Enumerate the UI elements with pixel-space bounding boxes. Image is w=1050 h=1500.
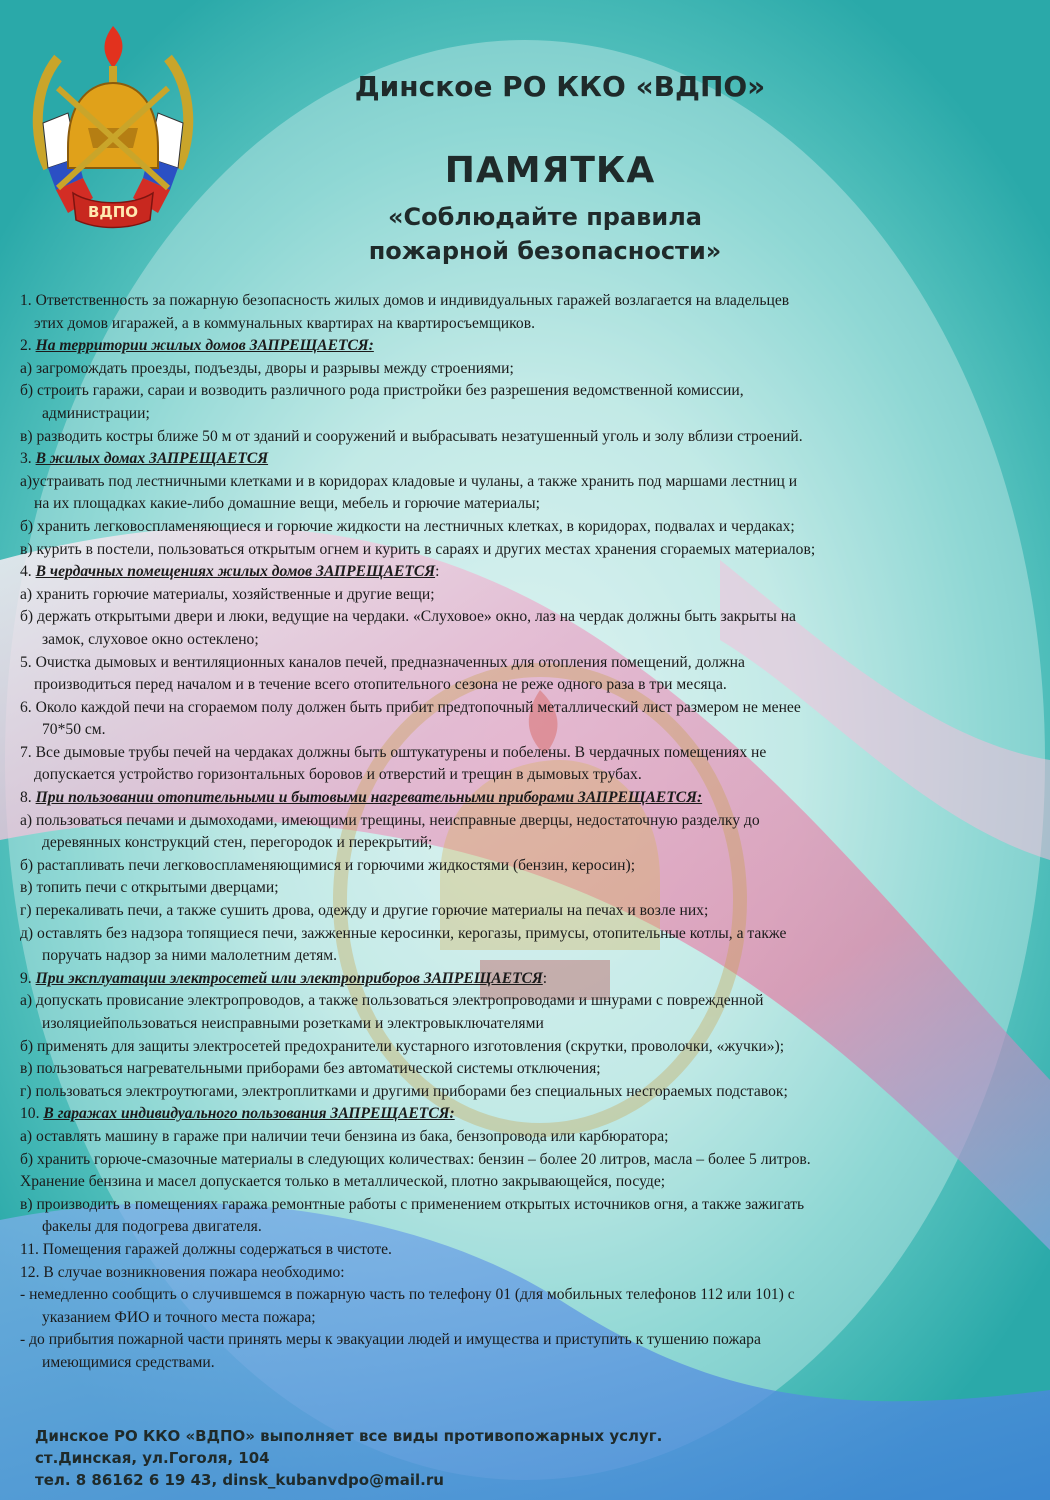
section-number: 2. (20, 337, 36, 355)
paragraph-7-cont: допускается устройство горизонтальных боровов и отверстий и трещин в дымовых трубах. (34, 766, 642, 784)
footer-services: Динское РО ККО «ВДПО» выполняет все виды противопожарных услуг. (35, 1427, 663, 1445)
section-number: 9. (20, 969, 36, 987)
list-item-cont: факелы для подогрева двигателя. (42, 1218, 262, 1236)
paragraph-7: 7. Все дымовые трубы печей на чердаках должны быть оштукатурены и побелены. В чердачных помещениях не (20, 743, 767, 761)
section-title: На территории жилых домов ЗАПРЕЩАЕТСЯ: (35, 337, 374, 355)
contact-footer (35, 1425, 755, 1491)
list-item-cont: указанием ФИО и точного места пожара; (42, 1308, 316, 1326)
memo-subtitle-line: пожарной безопасности» (368, 237, 722, 265)
list-item-cont: поручать надзор за ними малолетним детям. (42, 947, 338, 965)
list-item-cont: на их площадках какие-либо домашние вещи, мебель и горючие материалы; (34, 495, 540, 513)
paragraph-12: 12. В случае возникновения пожара необходимо: (20, 1263, 345, 1281)
section-title: При эксплуатации электросетей или электроприборов ЗАПРЕЩАЕТСЯ (35, 969, 543, 987)
section-10-heading (20, 1103, 1045, 1126)
section-number: 8. (20, 789, 36, 807)
list-item: г) перекаливать печи, а также сушить дрова, одежду и другие горючие материалы на печах и возле них; (20, 902, 709, 920)
list-item: б) строить гаражи, сараи и возводить различного рода пристройки без разрешения ведомственной комиссии, (20, 382, 744, 400)
list-item: д) оставлять без надзора топящиеся печи, зажженные керосинки, керогазы, примусы, отопительные котлы, а также (20, 924, 787, 942)
list-item: в) курить в постели, пользоваться открытым огнем и курить в сараях и других местах хранения сгораемых материалов; (20, 540, 816, 558)
list-item: а) оставлять машину в гараже при наличии течи бензина из бака, бензопровода или карбюратора; (20, 1127, 669, 1145)
list-item: г) пользоваться электроутюгами, электроплитками и другими приборами без специальных несгораемых подставок; (20, 1082, 788, 1100)
list-item: а) пользоваться печами и дымоходами, имеющими трещины, неисправные дверцы, недостаточную разделку до (20, 811, 760, 829)
list-item: б) применять для защиты электросетей предохранители кустарного изготовления (скрутки, проволочки, «жучки»); (20, 1037, 785, 1055)
list-item: а) хранить горючие материалы, хозяйственные и другие вещи; (20, 585, 435, 603)
footer-address: ст.Динская, ул.Гоголя, 104 (35, 1449, 270, 1467)
memo-title: ПАМЯТКА (444, 150, 656, 191)
footer-contacts: тел. 8 86162 6 19 43, dinsk_kubanvdpo@mail.ru (35, 1471, 444, 1489)
memo-subtitle (300, 200, 790, 268)
section-number: 3. (20, 450, 36, 468)
section-title: В гаражах индивидуального пользования ЗАПРЕЩАЕТСЯ: (43, 1105, 455, 1123)
list-item-cont: деревянных конструкций стен, перегородок и перекрытий; (42, 834, 433, 852)
section-number: 10. (20, 1105, 44, 1123)
list-item: в) производить в помещениях гаража ремонтные работы с применением открытых источников огня, а также зажигать (20, 1195, 805, 1213)
section-8-heading (20, 787, 1045, 810)
section-number: 4. (20, 563, 36, 581)
list-item-cont: изоляциейпользоваться неисправными розетками и электровыключателями (42, 1015, 544, 1032)
paragraph-5-cont: производиться перед началом и в течение всего отопительного сезона не реже одного раза в три месяца. (34, 676, 727, 694)
list-item: б) хранить легковоспламеняющиеся и горючие жидкости на лестничных клетках, в коридорах, подвалах и чердаках; (20, 517, 795, 535)
vdpo-emblem-logo (28, 18, 198, 238)
list-item: в) топить печи с открытыми дверцами; (20, 879, 279, 897)
memo-body (20, 290, 1045, 1375)
section-4-heading (20, 561, 1045, 584)
paragraph-1: 1. Ответственность за пожарную безопасность жилых домов и индивидуальных гаражей возлагается на владельцев (20, 292, 790, 309)
list-item: - до прибытия пожарной части принять меры к эвакуации людей и имущества и приступить к тушению пожара (20, 1331, 761, 1349)
list-item-cont: замок, слуховое окно остеклено; (42, 630, 259, 648)
section-colon: : (542, 969, 548, 987)
list-item-cont: администрации; (42, 404, 150, 422)
paragraph-1-cont: этих домов игаражей, а в коммунальных квартирах на квартиросъемщиков. (34, 314, 535, 332)
section-title: В чердачных помещениях жилых домов ЗАПРЕЩАЕТСЯ (35, 563, 436, 581)
section-3-heading (20, 448, 1045, 471)
section-2-heading (20, 335, 1045, 358)
paragraph-5: 5. Очистка дымовых и вентиляционных каналов печей, предназначенных для отопления помещений, должна (20, 653, 745, 671)
svg-text:ВДПО: ВДПО (87, 203, 139, 221)
section-title: При пользовании отопительными и бытовыми нагревательными приборами ЗАПРЕЩАЕТСЯ: (35, 789, 703, 807)
organization-title: Динское РО ККО «ВДПО» (354, 70, 766, 103)
list-item: б) растапливать печи легковоспламеняющимися и горючими жидкостями (бензин, керосин); (20, 856, 636, 874)
memo-subtitle-line: «Соблюдайте правила (388, 203, 702, 231)
list-item: в) разводить костры ближе 50 м от зданий и сооружений и выбрасывать незатушенный уголь и золу вблизи строений. (20, 427, 803, 445)
list-item: а)устраивать под лестничными клетками и в коридорах кладовые и чуланы, а также хранить под маршами лестниц и (20, 472, 798, 490)
list-item: а) допускать провисание электропроводов, а также пользоваться электропроводами и шнурами с поврежденной (20, 992, 764, 1010)
list-item: в) пользоваться нагревательными приборами без автоматической системы отключения; (20, 1060, 601, 1078)
list-item-cont: Хранение бензина и масел допускается только в металлической, плотно закрывающейся, посуде; (20, 1173, 666, 1191)
list-item-cont: имеющимися средствами. (42, 1353, 215, 1371)
paragraph-6: 6. Около каждой печи на сгораемом полу должен быть прибит предтопочный металлический лист размером не менее (20, 698, 801, 716)
section-9-heading (20, 968, 1045, 991)
section-title: В жилых домах ЗАПРЕЩАЕТСЯ (35, 450, 269, 468)
list-item: б) держать открытыми двери и люки, ведущие на чердаки. «Слуховое» окно, лаз на чердак должны быть закрыты на (20, 608, 796, 626)
paragraph-6-cont: 70*50 см. (42, 721, 106, 739)
section-colon: : (435, 563, 440, 581)
paragraph-11: 11. Помещения гаражей должны содержаться в чистоте. (20, 1240, 392, 1258)
list-item: б) хранить горюче-смазочные материалы в следующих количествах: бензин – более 20 литров, масла – более 5 литров. (20, 1150, 811, 1168)
list-item: а) загромождать проезды, подъезды, дворы и разрывы между строениями; (20, 359, 514, 377)
list-item: - немедленно сообщить о случившемся в пожарную часть по телефону 01 (для мобильных телефонов 112 или 101) с (20, 1286, 795, 1304)
